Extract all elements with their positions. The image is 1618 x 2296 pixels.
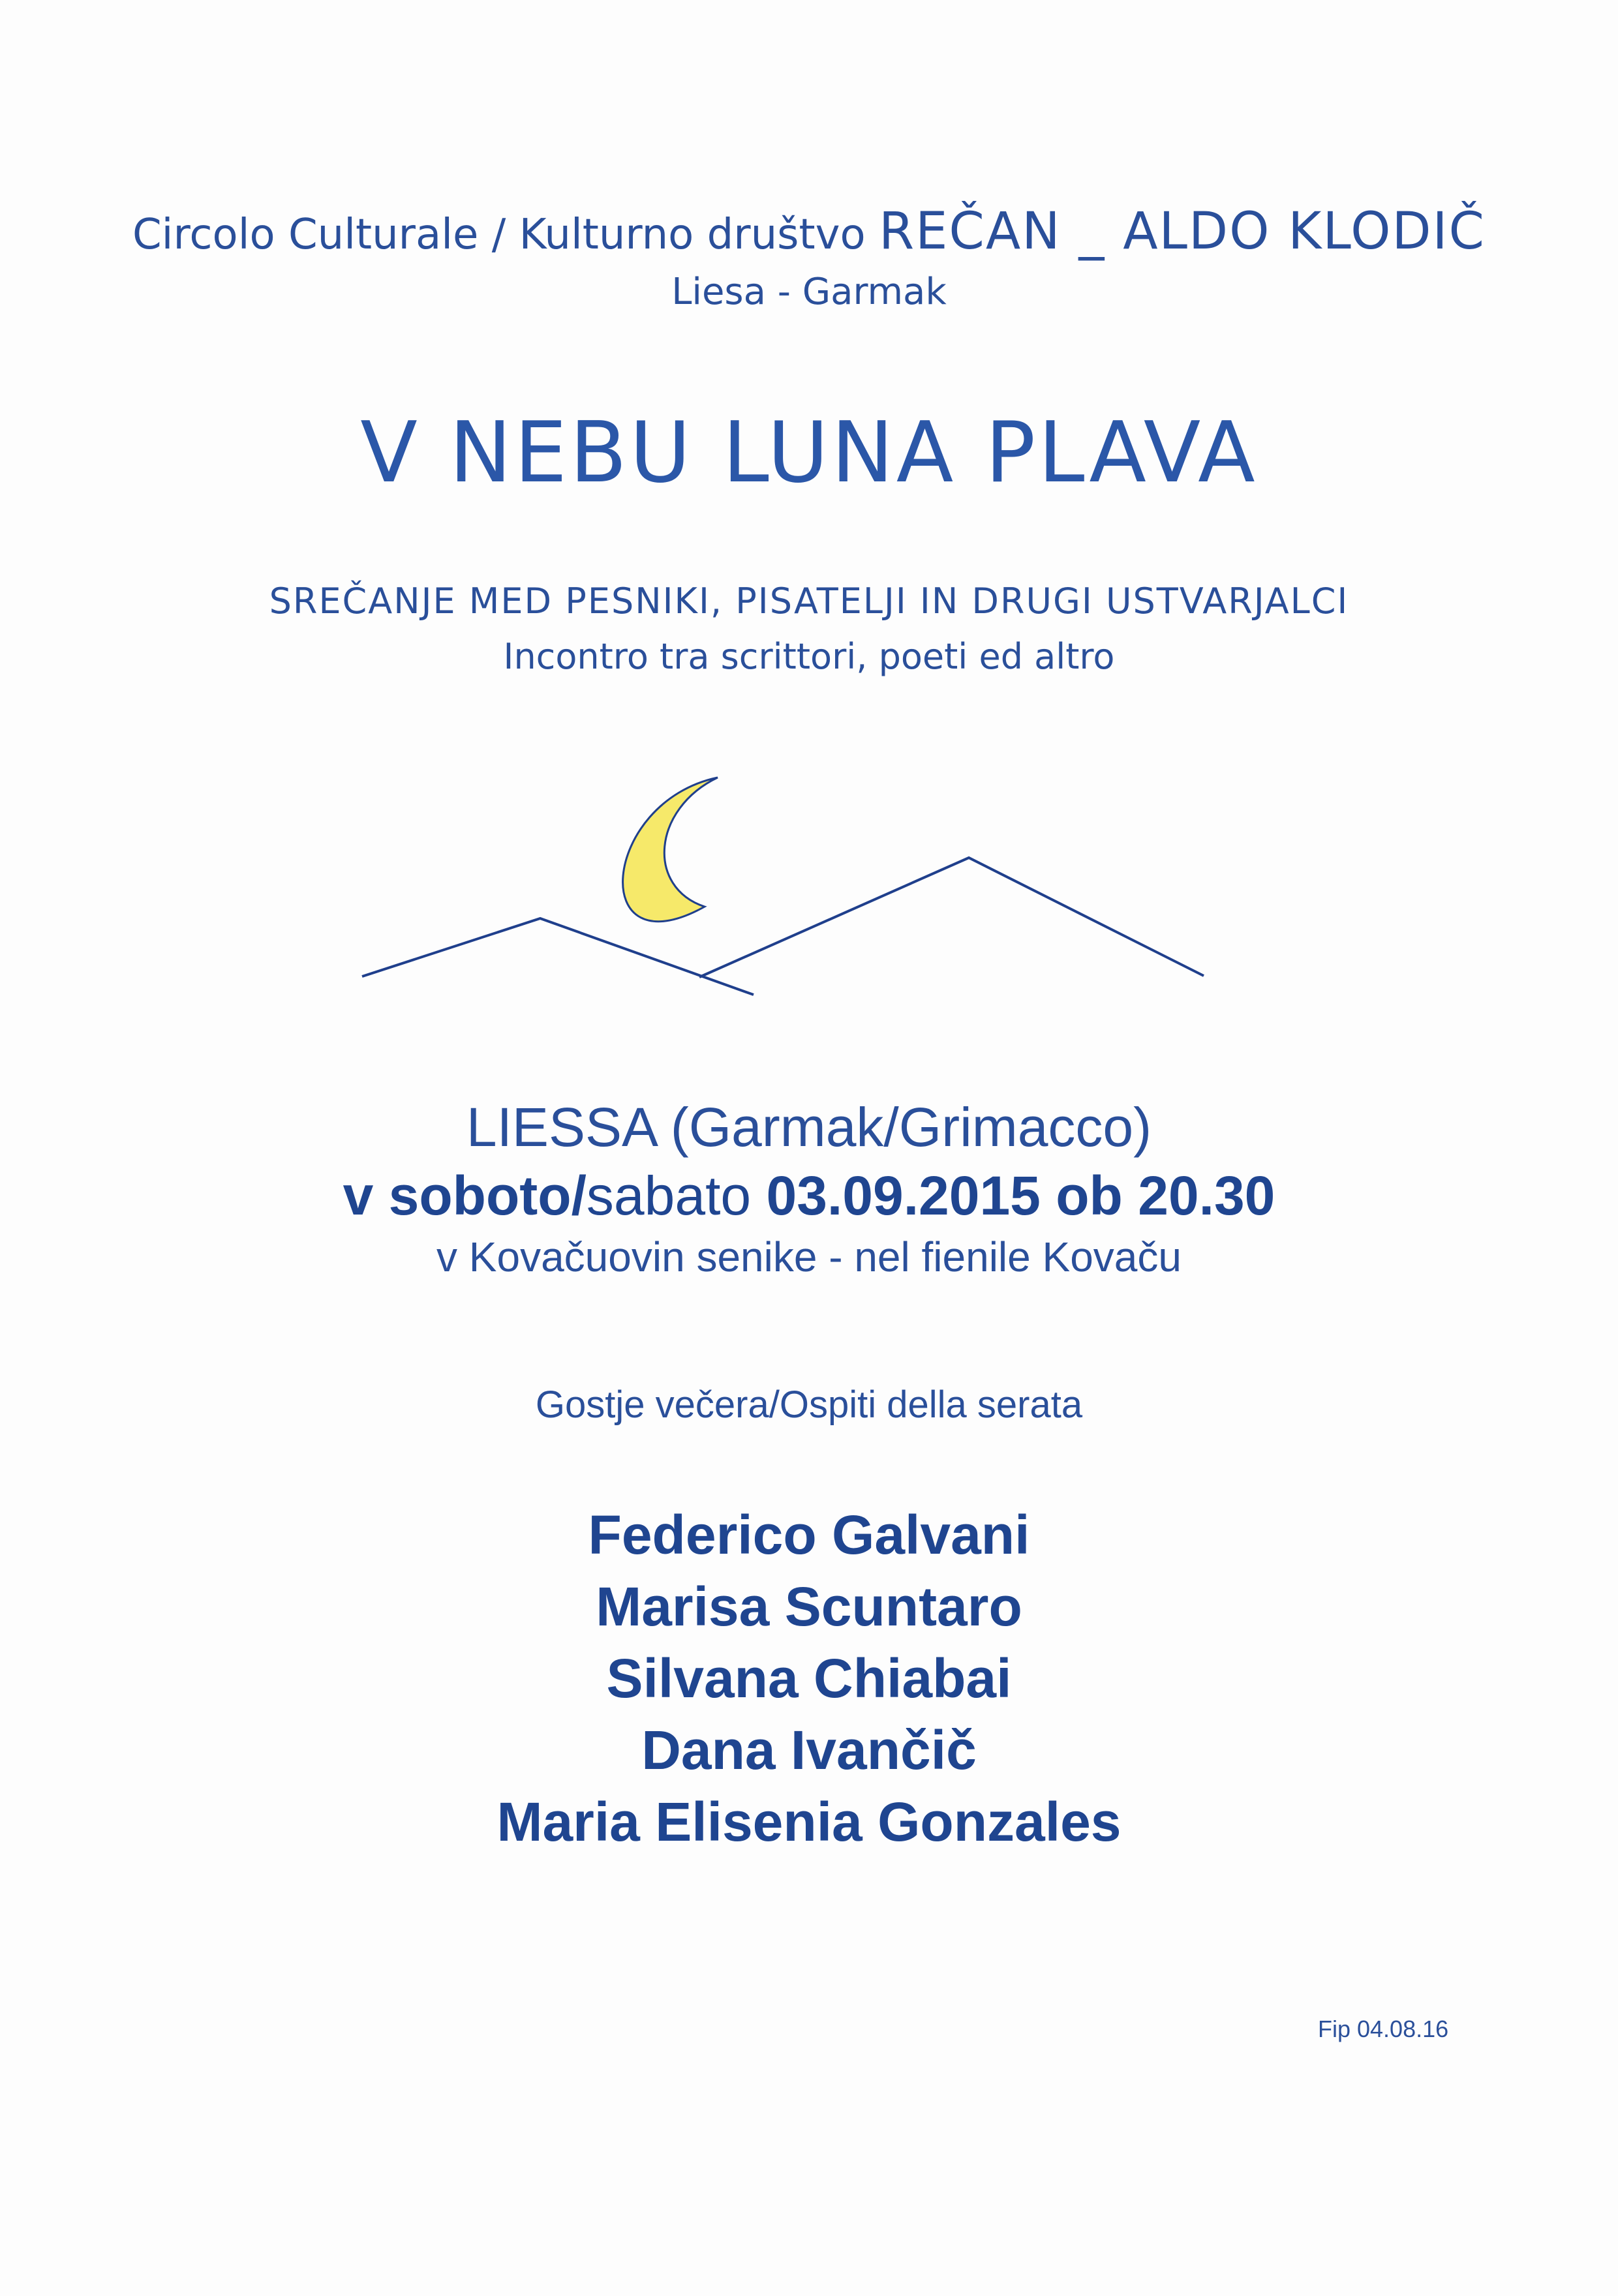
event-venue: v Kovačuovin senike - nel fienile Kovaču (436, 1233, 1182, 1280)
organizer-prefix: Circolo Culturale / Kulturno društvo (132, 211, 866, 259)
event-date-line (0, 1164, 1618, 1228)
crescent-moon-icon (623, 778, 718, 922)
event-datetime: 03.09.2015 ob 20.30 (766, 1165, 1275, 1226)
hill-left-outline (362, 918, 754, 995)
event-title: V NEBU LUNA PLAVA (360, 404, 1258, 502)
event-day-italian: sabato (586, 1165, 752, 1226)
organizer-line (0, 202, 1618, 261)
event-location: LIESSA (Garmak/Grimacco) (466, 1096, 1152, 1158)
guest-name: Dana Ivančič (641, 1719, 977, 1781)
moon-hills-illustration (0, 757, 1618, 1018)
guest-name: Maria Elisenia Gonzales (496, 1791, 1122, 1852)
guest-name: Federico Galvani (588, 1504, 1030, 1565)
hill-right-outline (699, 858, 1204, 977)
footer-note: Fip 04.08.16 (1318, 2016, 1449, 2042)
guests-label: Gostje večera/Ospiti della serata (535, 1383, 1083, 1426)
subtitle-italian: Incontro tra scrittori, poeti ed altro (503, 636, 1115, 677)
event-day-slovene: v soboto/ (343, 1165, 587, 1226)
guest-name: Marisa Scuntaro (596, 1576, 1022, 1637)
guest-name: Silvana Chiabai (606, 1648, 1012, 1709)
organizer-name: REČAN _ ALDO KLODIČ (878, 202, 1486, 261)
subtitle-slovene: SREČANJE MED PESNIKI, PISATELJI IN DRUGI USTVARJALCI (269, 581, 1349, 622)
organizer-place: Liesa - Garmak (671, 271, 947, 313)
